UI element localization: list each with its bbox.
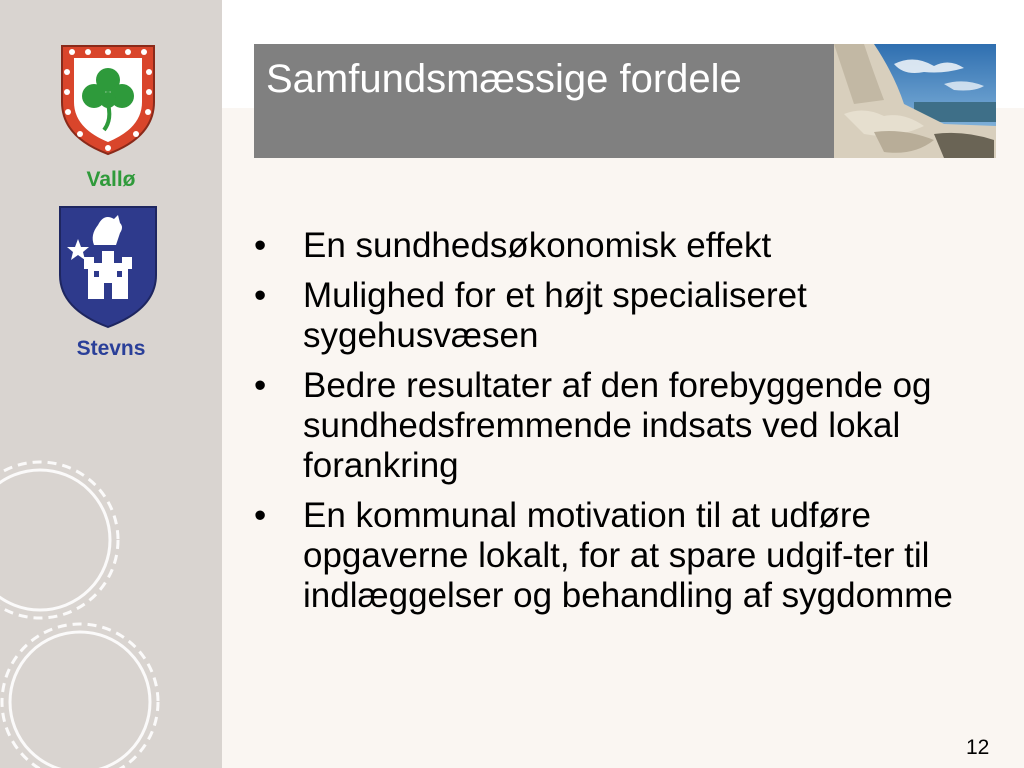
bullet-text: Mulighed for et højt specialiseret sygehusvæsen <box>303 276 807 355</box>
bullet-item <box>250 496 1020 616</box>
bullet-icon: • <box>254 496 267 535</box>
bullet-item <box>250 276 1020 356</box>
bullet-text: En sundhedsøkonomisk effekt <box>303 226 772 265</box>
valloe-coat-of-arms-icon <box>58 42 158 158</box>
coastal-cliff-photo <box>834 44 996 158</box>
bullet-list <box>250 226 1020 626</box>
gear-decoration-icon <box>0 440 222 768</box>
bullet-item <box>250 226 1020 266</box>
page-number: 12 <box>966 736 990 759</box>
slide-title: Samfundsmæssige fordele <box>266 57 742 101</box>
bullet-text: En kommunal motivation til at udføre opgaverne lokalt, for at spare udgif-ter til indlæggelser og behandling af sygdomme <box>303 496 953 615</box>
bullet-text: Bedre resultater af den forebyggende og sundhedsfremmende indsats ved lokal forankring <box>303 366 932 485</box>
stevns-coat-of-arms-icon <box>58 205 158 329</box>
stevns-label: Stevns <box>76 337 146 360</box>
bullet-icon: • <box>254 226 267 265</box>
title-bar <box>254 44 996 158</box>
bullet-item <box>250 366 1020 486</box>
bullet-icon: • <box>254 366 267 405</box>
sidebar <box>0 0 222 768</box>
bullet-icon: • <box>254 276 267 315</box>
valloe-label: Vallø <box>86 168 136 191</box>
